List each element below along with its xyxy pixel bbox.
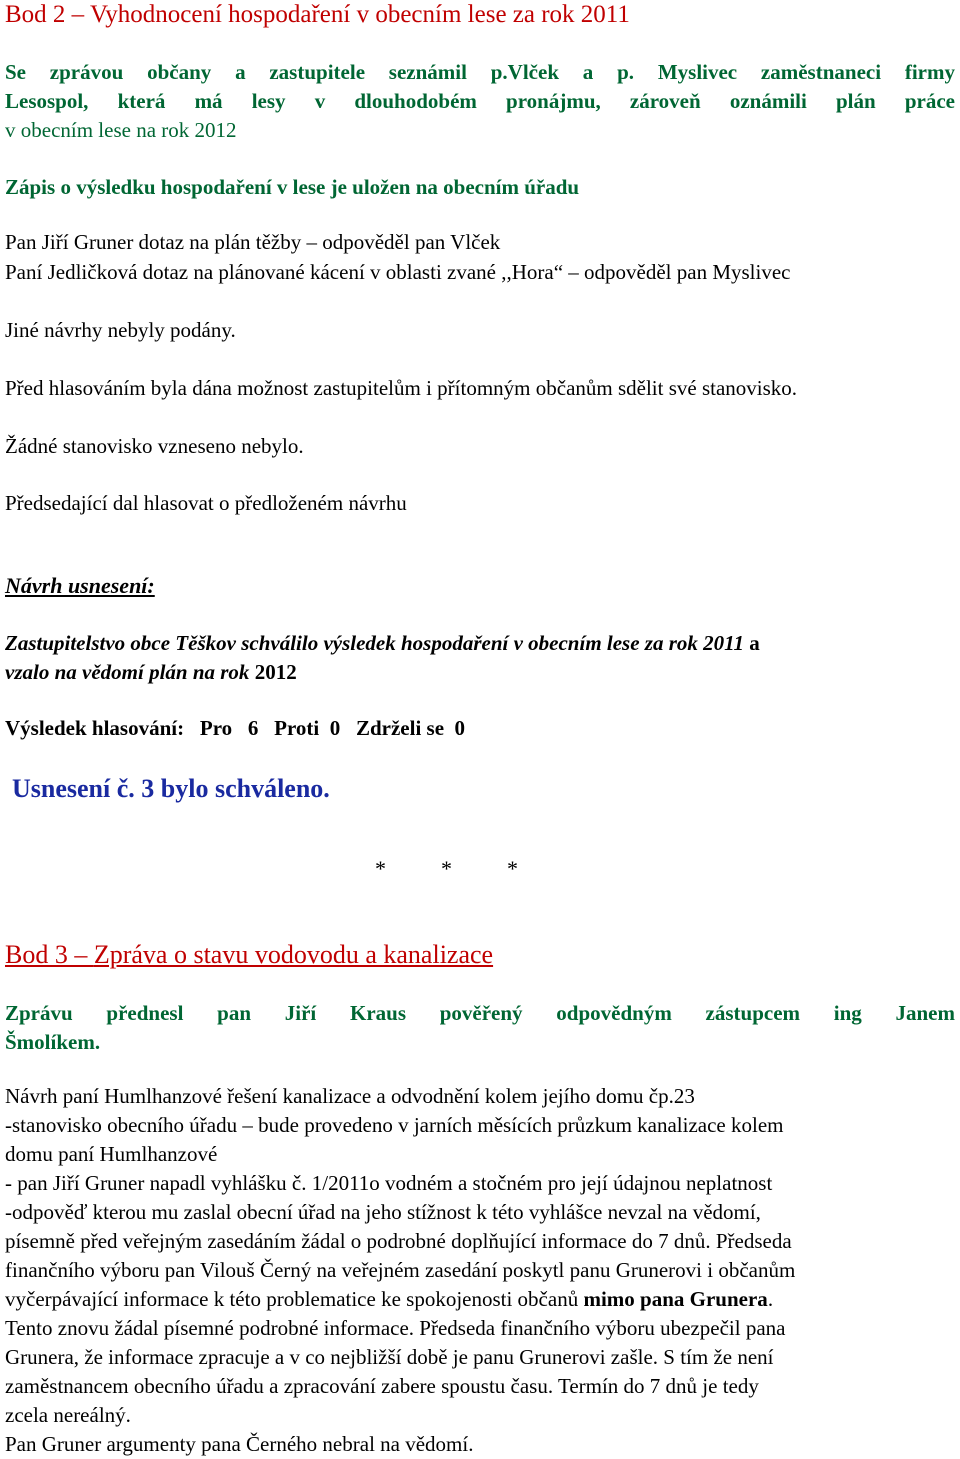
para-line-9: Tento znovu žádal písemné podrobné informace. Předseda finančního výboru ubezpečil pana — [5, 1316, 786, 1340]
para-line-4: - pan Jiří Gruner napadl vyhlášku č. 1/2011o vodném a stočném pro její údajnou neplatnost — [5, 1171, 773, 1195]
para-line-3: domu paní Humlhanzové — [5, 1142, 218, 1166]
section-divider: * * * — [375, 856, 518, 881]
intro-line-2: Lesospol, která má lesy v dlouhodobém pronájmu, zároveň oznámili plán práce — [5, 89, 955, 113]
para-line-5: -odpověď kterou mu zaslal obecní úřad na jeho stížnost k této vyhlášce nevzal na vědomí, — [5, 1200, 761, 1224]
vote-result: Výsledek hlasování: Pro 6 Proti 0 Zdrželi se 0 — [5, 716, 466, 740]
proposal-line-1-end: a — [749, 631, 760, 655]
resolution-approved: Usnesení č. 3 bylo schváleno. — [12, 774, 330, 803]
no-other-proposals: Jiné návrhy nebyly podány. — [5, 318, 236, 342]
para-line-8-bold: mimo pana Grunera — [583, 1287, 768, 1311]
before-vote-text: Před hlasováním byla dána možnost zastupitelům i přítomným občanům sdělit své stanovisko. — [5, 376, 798, 400]
para-line-1: Návrh paní Humlhanzové řešení kanalizace a odvodnění kolem jejího domu čp.23 — [5, 1084, 695, 1108]
para-line-8-end: . — [767, 1287, 774, 1311]
proposal-line-2 — [5, 662, 297, 683]
bod3-heading-prefix: Bod 3 – — [5, 940, 94, 969]
para-line-2: -stanovisko obecního úřadu – bude provedeno v jarních měsících průzkum kanalizace kolem — [5, 1113, 784, 1137]
section-heading-bod2: Bod 2 – Vyhodnocení hospodaření v obecním lese za rok 2011 — [5, 1, 630, 28]
bod3-heading-title: Zpráva o stavu vodovodu a kanalizace — [93, 940, 494, 969]
no-opinion-text: Žádné stanovisko vzneseno nebylo. — [5, 434, 304, 458]
para-line-7: finančního výboru pan Vilouš Černý na veřejném zasedání poskytl panu Grunerovi i občanům — [5, 1258, 796, 1282]
para-line-8-text: vyčerpávající informace k této problematice ke spokojenosti občanů — [5, 1287, 584, 1311]
para-line-8 — [5, 1289, 773, 1310]
intro-line-1: Se zprávou občany a zastupitele seznámil p.Vlček a p. Myslivec zaměstnaneci firmy — [5, 60, 955, 84]
para-line-12: zcela nereálný. — [5, 1403, 131, 1427]
zapis-statement: Zápis o výsledku hospodaření v lese je uložen na obecním úřadu — [5, 175, 580, 199]
question-gruner: Pan Jiří Gruner dotaz na plán těžby – odpověděl pan Vlček — [5, 230, 501, 254]
proposal-line-1-text: Zastupitelstvo obce Těškov schválilo výsledek hospodaření v obecním lese za rok 2011 — [5, 631, 744, 655]
para-line-6: písemně před veřejným zasedáním žádal o podrobné doplňující informace do 7 dnů. Předseda — [5, 1229, 792, 1253]
report-line-1: Zprávu přednesl pan Jiří Kraus pověřený odpovědným zástupcem ing Janem — [5, 1001, 955, 1025]
para-line-11: zaměstnancem obecního úřadu a zpracování zabere spoustu času. Termín do 7 dnů je tedy — [5, 1374, 759, 1398]
chair-vote-text: Předsedající dal hlasovat o předloženém návrhu — [5, 491, 407, 515]
proposal-line-1 — [5, 633, 760, 654]
proposal-line-2-text: vzalo na vědomí plán na rok — [5, 660, 250, 684]
proposal-label: Návrh usnesení: — [5, 573, 155, 598]
report-line-2: Šmolíkem. — [5, 1030, 101, 1054]
para-line-13: Pan Gruner argumenty pana Černého nebral na vědomí. — [5, 1432, 474, 1456]
section-heading-bod3 — [5, 942, 493, 968]
intro-line-3: v obecním lese na rok 2012 — [5, 118, 237, 142]
para-line-10: Grunera, že informace zpracuje a v co nejbližší době je panu Grunerovi zašle. S tím že není — [5, 1345, 774, 1369]
question-jedlickova: Paní Jedličková dotaz na plánované kácení v oblasti zvané ,,Hora“ – odpověděl pan Myslivec — [5, 260, 791, 284]
proposal-line-2-year: 2012 — [254, 660, 297, 684]
